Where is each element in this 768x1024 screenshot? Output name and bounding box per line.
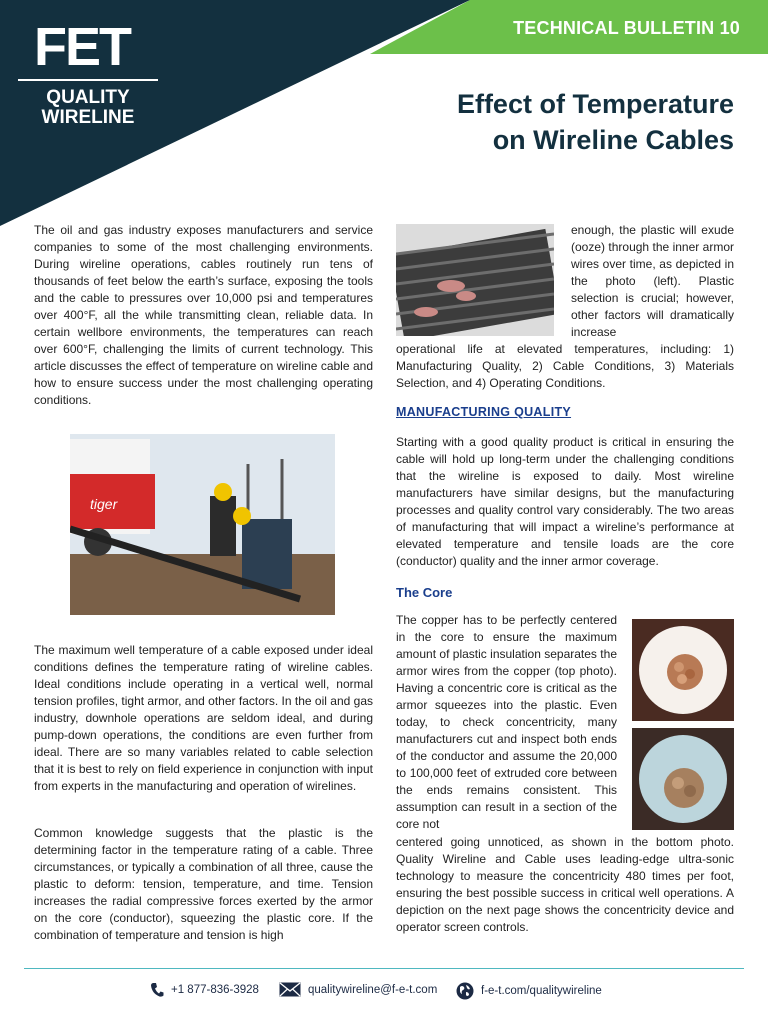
field-crew-photo — [70, 434, 335, 615]
envelope-icon — [279, 982, 301, 997]
logo-line-wireline: WIRELINE — [41, 107, 135, 128]
manufacturing-quality-heading: MANUFACTURING QUALITY — [396, 405, 572, 419]
footer-email[interactable] — [279, 982, 437, 997]
title-line-1: Effect of Temperature — [456, 89, 734, 119]
core-heading: The Core — [396, 585, 453, 600]
phone-icon — [150, 982, 164, 998]
company-logo — [34, 17, 154, 77]
footer-phone[interactable] — [150, 982, 259, 998]
intro-paragraph: The oil and gas industry exposes manufacturers and service companies to some of the most challenging environments. During wireline operations, cables routinely run tens of thousands of feet below the earth’s surface, exposing the tools and the cable to pressures over 10,000 psi and temperatures over 400°F, all the while transmitting clean, reliable data. In certain wellbore environments, the temperatures can reach over 600°F, challenging the limits of current technology. This article discusses the effect of temperature on wireline cable and how to ensure success under the most challenging operating conditions. — [34, 223, 373, 407]
manufacturing-quality-paragraph: Starting with a good quality product is critical in ensuring the cable will hold up long-term under the challenging conditions that the wireline is exposed to daily. Most wireline manufacturers have similar designs, but the manufacturing processes and quality control vary considerably. The two areas of manufacturing that will impact a wireline’s performance at elevated temperature and tensile loads are the core (conductor) quality and the inner armor coverage. — [396, 435, 734, 568]
logo-mark: FET — [34, 17, 130, 77]
logo-divider — [18, 79, 158, 81]
website-url: f-e-t.com/qualitywireline — [481, 985, 602, 997]
core-wrap-paragraph: The copper has to be perfectly centered in the core to ensure the maximum amount of plastic insulation separates the armor wires from the copper (top photo). Having a concentric core is critical as the armor squeezes into the plastic. Even today, to check concentricity, many manufacturers cut and inspect both ends of the conductor and assume the 20,000 to 100,000 feet of extruded core between the ends remains consistent. This assumption can result in a section of the core not — [396, 613, 617, 831]
exude-wrap-paragraph: enough, the plastic will exude (ooze) through the inner armor wires over time, as depicted in the photo (left). Plastic selection is crucial; however, other factors will dramatically increase — [571, 223, 734, 339]
logo-subtitle — [18, 88, 158, 128]
off-center-core-photo — [632, 728, 734, 830]
core-continuation-paragraph: centered going unnoticed, as shown in the bottom photo. Quality Wireline and Cable uses leading-edge ultra-sonic technology to measure the concentricity 480 times per foot, ensuring the best possible success in critical well operations. A depiction on the next page shows the concentricity device and operator screen controls. — [396, 835, 734, 934]
email-address: qualitywireline@f-e-t.com — [308, 983, 438, 996]
temperature-rating-paragraph: The maximum well temperature of a cable exposed under ideal conditions defines the temperature rating of wireline cables. Ideal conditions include operating in a vertical well, normal tension profiles, tight armor, and other factors. In the oil and gas industry, downhole operations are seldom ideal, and during pump-down operations, the conditions are even further from ideal. There are so many variables related to cable selection that it is best to rely on field experience in conjunction with input from experts in the manufacturing and operation of wirelines. — [34, 643, 373, 793]
bulletin-label: TECHNICAL BULLETIN 10 — [513, 18, 740, 38]
truck-logo-text: tiger — [90, 496, 118, 512]
phone-number: +1 877-836-3928 — [171, 984, 259, 996]
factors-paragraph: operational life at elevated temperatures, including: 1) Manufacturing Quality, 2) Cable Conditions, 3) Materials Selection, and 4) Operating Conditions. — [396, 342, 734, 390]
globe-icon — [456, 982, 474, 1000]
page-title — [380, 86, 734, 158]
footer-divider — [24, 968, 744, 969]
logo-line-quality: QUALITY — [46, 87, 130, 108]
exuded-plastic-cable-photo — [396, 224, 554, 336]
plastic-paragraph: Common knowledge suggests that the plastic is the determining factor in the temperature rating of a cable. Three circumstances, or typically a combination of all three, cause the plastic to deform: tension, temperature, and time. Tension increases the radial compressive forces exerted by the armor on the core (conductor), squeezing the plastic core. If the combination of temperature and tension is high — [34, 826, 373, 942]
centered-core-photo — [632, 619, 734, 721]
title-line-2: on Wireline Cables — [492, 125, 734, 155]
footer-website[interactable] — [456, 982, 602, 1000]
